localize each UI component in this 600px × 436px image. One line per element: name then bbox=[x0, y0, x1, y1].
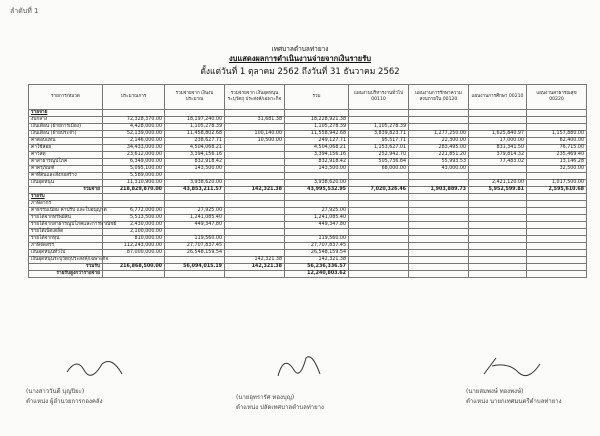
cell-value bbox=[285, 110, 349, 117]
cell-value bbox=[409, 264, 469, 271]
column-header: แผนงานสาธารณสุข 00220 bbox=[527, 85, 587, 110]
cell-value: 5,513,500.00 bbox=[103, 215, 165, 222]
cell-value: 112,243,000.00 bbox=[103, 243, 165, 250]
signature-block-mayor bbox=[466, 386, 562, 406]
cell-value: 1,241,085.40 bbox=[285, 215, 349, 222]
cell-value bbox=[527, 257, 587, 264]
cell-value: 22,300.00 bbox=[409, 138, 469, 145]
cell-value bbox=[349, 229, 409, 236]
cell-value: 238,627.71 bbox=[165, 138, 225, 145]
cell-value bbox=[225, 180, 285, 187]
cell-value: 68,000.00 bbox=[349, 166, 409, 173]
cell-value bbox=[103, 110, 165, 117]
signature-left-scribble bbox=[62, 352, 132, 382]
cell-value bbox=[285, 173, 349, 180]
row-label: รายได้จากสาธารณูปโภคและการพาณิชย์ bbox=[29, 222, 103, 229]
cell-value bbox=[225, 222, 285, 229]
cell-value bbox=[349, 208, 409, 215]
column-header: รวม bbox=[285, 85, 349, 110]
cell-value bbox=[225, 271, 285, 278]
cell-value: 2,595,610.68 bbox=[527, 187, 587, 194]
cell-value bbox=[527, 201, 587, 208]
row-label: เงินอุดหนุน bbox=[29, 180, 103, 187]
cell-value bbox=[409, 222, 469, 229]
table-row bbox=[29, 243, 587, 250]
table-row bbox=[29, 138, 587, 145]
row-label: งบกลาง bbox=[29, 117, 103, 124]
cell-value: 216,868,500.00 bbox=[103, 264, 165, 271]
row-label: เงินเดือน (ฝ่ายการเมือง) bbox=[29, 124, 103, 131]
signer-position: ตำแหน่ง นายกเทศมนตรีตำบลท่ายาง bbox=[466, 398, 562, 405]
cell-value: 449,347.80 bbox=[285, 222, 349, 229]
cell-value bbox=[469, 236, 527, 243]
cell-value bbox=[349, 215, 409, 222]
cell-value bbox=[103, 271, 165, 278]
table-row bbox=[29, 152, 587, 159]
cell-value bbox=[103, 257, 165, 264]
cell-value bbox=[527, 271, 587, 278]
cell-value bbox=[527, 124, 587, 131]
cell-value: 23,612,000.00 bbox=[103, 152, 165, 159]
cell-value: 2,100,000.00 bbox=[103, 229, 165, 236]
cell-value: 11,458,802.68 bbox=[165, 131, 225, 138]
cell-value bbox=[409, 110, 469, 117]
cell-value bbox=[527, 243, 587, 250]
cell-value bbox=[103, 201, 165, 208]
table-row bbox=[29, 166, 587, 173]
signer-name: (นายอุทรารัศ ทองบุญ) bbox=[236, 394, 295, 401]
row-label: ค่าธรรมเนียม ค่าปรับ และใบอนุญาต bbox=[29, 208, 103, 215]
cell-value: 2,146,000.00 bbox=[103, 138, 165, 145]
signature-middle-scribble bbox=[270, 350, 330, 384]
cell-value bbox=[527, 250, 587, 257]
cell-value bbox=[469, 229, 527, 236]
cell-value bbox=[225, 194, 285, 201]
cell-value: 18,228,921.38 bbox=[285, 117, 349, 124]
cell-value: 1,105,278.39 bbox=[285, 124, 349, 131]
table-row bbox=[29, 201, 587, 208]
financial-report-table bbox=[28, 84, 587, 278]
table-row bbox=[29, 173, 587, 180]
signature-block-finance bbox=[26, 386, 103, 406]
cell-value bbox=[225, 243, 285, 250]
row-label: เงินอุดหนุนระบุวัตถุประสงค์/เฉพาะกิจ bbox=[29, 257, 103, 264]
cell-value: 449,347.80 bbox=[165, 222, 225, 229]
table-row bbox=[29, 208, 587, 215]
cell-value: 1,903,889.73 bbox=[409, 187, 469, 194]
cell-value: 26,548,159.54 bbox=[165, 250, 225, 257]
cell-value: 1,105,278.39 bbox=[349, 124, 409, 131]
cell-value: 119,560.00 bbox=[285, 236, 349, 243]
cell-value bbox=[527, 222, 587, 229]
cell-value bbox=[225, 215, 285, 222]
column-header: รายการ/หมวด bbox=[29, 85, 103, 110]
cell-value: 235,469.40 bbox=[527, 152, 587, 159]
table-row bbox=[29, 215, 587, 222]
table-total-row bbox=[29, 264, 587, 271]
cell-value: 221,851.20 bbox=[409, 152, 469, 159]
cell-value: 4,504,068.21 bbox=[165, 145, 225, 152]
cell-value bbox=[469, 124, 527, 131]
cell-value: 62,400.00 bbox=[527, 138, 587, 145]
cell-value bbox=[469, 166, 527, 173]
cell-value bbox=[527, 194, 587, 201]
cell-value bbox=[409, 173, 469, 180]
cell-value bbox=[409, 229, 469, 236]
cell-value bbox=[469, 201, 527, 208]
cell-value: 43,995,532.95 bbox=[285, 187, 349, 194]
cell-value: 119,560.00 bbox=[165, 236, 225, 243]
cell-value bbox=[349, 257, 409, 264]
cell-value: 6,349,000.00 bbox=[103, 159, 165, 166]
cell-value: 142,321.38 bbox=[225, 264, 285, 271]
cell-value bbox=[165, 201, 225, 208]
cell-value bbox=[349, 250, 409, 257]
cell-value: 10,500.00 bbox=[225, 138, 285, 145]
cell-value bbox=[225, 201, 285, 208]
cell-value bbox=[469, 271, 527, 278]
signer-position: ตำแหน่ง ปลัดเทศบาลตำบลท่ายาง bbox=[236, 404, 324, 411]
cell-value: 56,236,336.57 bbox=[285, 264, 349, 271]
cell-value: 4,428,000.00 bbox=[103, 124, 165, 131]
cell-value bbox=[469, 208, 527, 215]
row-label: ค่าวัสดุ bbox=[29, 152, 103, 159]
cell-value: 3,394,156.16 bbox=[165, 152, 225, 159]
cell-value bbox=[165, 229, 225, 236]
column-header: รวมจ่ายจาก เงินอุดหนุนระบุวัตถุ ประสงค์/เฉพาะกิจ bbox=[225, 85, 285, 110]
cell-value: 5,589,000.00 bbox=[103, 173, 165, 180]
row-label: ค่าที่ดินและสิ่งก่อสร้าง bbox=[29, 173, 103, 180]
row-label: รายจ่าย bbox=[29, 110, 103, 117]
table-header-row bbox=[29, 85, 587, 110]
row-label: รวมจ่าย bbox=[29, 187, 103, 194]
cell-value bbox=[409, 215, 469, 222]
cell-value bbox=[103, 194, 165, 201]
cell-value bbox=[527, 208, 587, 215]
row-label: ภาษีจัดสรร bbox=[29, 243, 103, 250]
cell-value: 26,548,159.54 bbox=[285, 250, 349, 257]
cell-value bbox=[527, 229, 587, 236]
cell-value: 32,500.00 bbox=[527, 166, 587, 173]
cell-value: 832,918.42 bbox=[165, 159, 225, 166]
table-row bbox=[29, 145, 587, 152]
cell-value bbox=[165, 194, 225, 201]
cell-value: 218,829,870.00 bbox=[103, 187, 165, 194]
cell-value: 143,500.00 bbox=[285, 166, 349, 173]
cell-value bbox=[349, 222, 409, 229]
cell-value bbox=[469, 110, 527, 117]
cell-value: 1,277,250.00 bbox=[409, 131, 469, 138]
cell-value bbox=[527, 264, 587, 271]
cell-value: 100,140.00 bbox=[225, 131, 285, 138]
row-label: ค่าสาธารณูปโภค bbox=[29, 159, 103, 166]
cell-value: 1,153,627.01 bbox=[349, 145, 409, 152]
cell-value bbox=[527, 173, 587, 180]
cell-value bbox=[469, 243, 527, 250]
cell-value: 17,000.00 bbox=[469, 138, 527, 145]
table-total-row bbox=[29, 271, 587, 278]
organization-name: เทศบาลตำบลท่ายาง bbox=[271, 45, 329, 53]
cell-value: 43,853,211.57 bbox=[165, 187, 225, 194]
cell-value bbox=[165, 271, 225, 278]
cell-value: 11,310,900.00 bbox=[103, 180, 165, 187]
cell-value: 3,839,823.71 bbox=[349, 131, 409, 138]
cell-value: 5,952,599.81 bbox=[469, 187, 527, 194]
row-label: รายได้จากทรัพย์สิน bbox=[29, 215, 103, 222]
cell-value bbox=[409, 201, 469, 208]
cell-value: 142,321.38 bbox=[225, 187, 285, 194]
cell-value bbox=[349, 117, 409, 124]
table-row bbox=[29, 222, 587, 229]
cell-value bbox=[527, 215, 587, 222]
cell-value bbox=[349, 194, 409, 201]
cell-value: 27,707,837.45 bbox=[165, 243, 225, 250]
cell-value bbox=[409, 257, 469, 264]
cell-value: 52,139,000.00 bbox=[103, 131, 165, 138]
cell-value bbox=[527, 117, 587, 124]
column-header: แผนงานการรักษาความ สงบภายใน 00120 bbox=[409, 85, 469, 110]
cell-value: 6,772,000.00 bbox=[103, 208, 165, 215]
cell-value bbox=[469, 194, 527, 201]
cell-value bbox=[225, 124, 285, 131]
cell-value: 76,715.00 bbox=[527, 145, 587, 152]
cell-value: 27,925.00 bbox=[165, 208, 225, 215]
table-row bbox=[29, 229, 587, 236]
column-header: รวมจ่ายจาก เงินงบประมาณ bbox=[165, 85, 225, 110]
cell-value: 252,942.70 bbox=[349, 152, 409, 159]
cell-value bbox=[409, 208, 469, 215]
cell-value bbox=[409, 180, 469, 187]
cell-value bbox=[349, 110, 409, 117]
report-period: ตั้งแต่วันที่ 1 ตุลาคม 2562 ถึงวันที่ 31 ธันวาคม 2562 bbox=[200, 67, 400, 77]
cell-value: 72,328,370.00 bbox=[103, 117, 165, 124]
cell-value bbox=[469, 264, 527, 271]
cell-value bbox=[349, 201, 409, 208]
cell-value bbox=[225, 159, 285, 166]
table-row bbox=[29, 180, 587, 187]
table-section-row bbox=[29, 194, 587, 201]
cell-value: 505,736.84 bbox=[349, 159, 409, 166]
cell-value bbox=[349, 243, 409, 250]
row-label: ค่าครุภัณฑ์ bbox=[29, 166, 103, 173]
cell-value bbox=[469, 257, 527, 264]
row-label: รายได้เบ็ดเตล็ด bbox=[29, 229, 103, 236]
signature-right-scribble bbox=[478, 352, 548, 382]
cell-value: 7,020,326.46 bbox=[349, 187, 409, 194]
cell-value: 2,430,000.00 bbox=[103, 222, 165, 229]
cell-value bbox=[469, 215, 527, 222]
cell-value bbox=[225, 236, 285, 243]
report-title: งบแสดงผลการดำเนินงานจ่ายจากเงินรายรับ bbox=[229, 54, 371, 63]
cell-value: 77,483.02 bbox=[469, 159, 527, 166]
cell-value: 3,938,620.00 bbox=[285, 180, 349, 187]
cell-value: 5,095,100.00 bbox=[103, 166, 165, 173]
cell-value bbox=[165, 110, 225, 117]
cell-value bbox=[349, 271, 409, 278]
cell-value: 56,094,015.19 bbox=[165, 264, 225, 271]
cell-value: 18,197,240.00 bbox=[165, 117, 225, 124]
cell-value bbox=[285, 201, 349, 208]
row-label: รายได้จากทุน bbox=[29, 236, 103, 243]
cell-value: 2,421,120.00 bbox=[469, 180, 527, 187]
cell-value: 1,017,500.00 bbox=[527, 180, 587, 187]
cell-value: 43,000.00 bbox=[409, 166, 469, 173]
cell-value bbox=[527, 236, 587, 243]
cell-value: 1,105,278.39 bbox=[165, 124, 225, 131]
cell-value: 27,925.00 bbox=[285, 208, 349, 215]
cell-value: 810,000.00 bbox=[103, 236, 165, 243]
cell-value: 283,495.00 bbox=[409, 145, 469, 152]
cell-value: 55,993.53 bbox=[409, 159, 469, 166]
cell-value bbox=[225, 250, 285, 257]
cell-value bbox=[349, 180, 409, 187]
signer-name: (นายสมพงษ์ ทองพงษ์) bbox=[466, 388, 524, 395]
cell-value bbox=[165, 173, 225, 180]
cell-value: 832,918.42 bbox=[285, 159, 349, 166]
cell-value bbox=[349, 173, 409, 180]
cell-value bbox=[225, 208, 285, 215]
cell-value: 13,146.28 bbox=[527, 159, 587, 166]
cell-value bbox=[409, 194, 469, 201]
cell-value: 87,000,000.00 bbox=[103, 250, 165, 257]
signature-block-clerk bbox=[236, 392, 324, 412]
cell-value: 831,341.50 bbox=[469, 145, 527, 152]
cell-value bbox=[469, 222, 527, 229]
table-row bbox=[29, 159, 587, 166]
cell-value: 3,394,156.16 bbox=[285, 152, 349, 159]
column-header: ประมาณการ bbox=[103, 85, 165, 110]
row-label: รวมรับ bbox=[29, 264, 103, 271]
cell-value: 11,558,942.68 bbox=[285, 131, 349, 138]
signer-position: ตำแหน่ง ผู้อำนวยการกองคลัง bbox=[26, 398, 103, 405]
table-row bbox=[29, 117, 587, 124]
table-total-row bbox=[29, 187, 587, 194]
row-label: ภาษีอากร bbox=[29, 201, 103, 208]
cell-value bbox=[225, 110, 285, 117]
cell-value bbox=[165, 257, 225, 264]
cell-value: 142,321.38 bbox=[285, 257, 349, 264]
cell-value: 95,517.71 bbox=[349, 138, 409, 145]
cell-value bbox=[409, 117, 469, 124]
cell-value bbox=[349, 236, 409, 243]
cell-value bbox=[349, 264, 409, 271]
cell-value: 1,241,085.40 bbox=[165, 215, 225, 222]
cell-value bbox=[225, 145, 285, 152]
cell-value bbox=[285, 229, 349, 236]
page-number: ลำดับที่ 1 bbox=[10, 7, 39, 15]
cell-value bbox=[285, 194, 349, 201]
cell-value: 1,157,880.00 bbox=[527, 131, 587, 138]
cell-value: 1,625,840.97 bbox=[469, 131, 527, 138]
cell-value bbox=[225, 229, 285, 236]
row-label: รายรับ bbox=[29, 194, 103, 201]
cell-value bbox=[409, 271, 469, 278]
table-row bbox=[29, 124, 587, 131]
cell-value bbox=[409, 243, 469, 250]
table-row bbox=[29, 257, 587, 264]
cell-value: 31,681.38 bbox=[225, 117, 285, 124]
cell-value: 142,321.38 bbox=[225, 257, 285, 264]
row-label: ค่าตอบแทน bbox=[29, 138, 103, 145]
cell-value bbox=[409, 124, 469, 131]
cell-value: 27,707,837.45 bbox=[285, 243, 349, 250]
row-label: รายรับสูงกว่ารายจ่าย bbox=[29, 271, 103, 278]
cell-value: 4,504,068.21 bbox=[285, 145, 349, 152]
column-header: แผนงานบริหารงานทั่วไป 00110 bbox=[349, 85, 409, 110]
cell-value bbox=[527, 110, 587, 117]
cell-value bbox=[225, 152, 285, 159]
cell-value bbox=[469, 117, 527, 124]
cell-value bbox=[225, 166, 285, 173]
cell-value bbox=[409, 250, 469, 257]
cell-value bbox=[225, 173, 285, 180]
table-row bbox=[29, 236, 587, 243]
cell-value bbox=[409, 236, 469, 243]
cell-value: 3,938,620.00 bbox=[165, 180, 225, 187]
row-label: เงินเดือน (ฝ่ายประจำ) bbox=[29, 131, 103, 138]
table-row bbox=[29, 250, 587, 257]
row-label: เงินอุดหนุนทั่วไป bbox=[29, 250, 103, 257]
cell-value bbox=[469, 250, 527, 257]
cell-value: 379,814.32 bbox=[469, 152, 527, 159]
cell-value bbox=[469, 173, 527, 180]
signer-name: (นางสาววันดี บุญปิยะ) bbox=[26, 388, 85, 395]
cell-value: 12,240,803.62 bbox=[285, 271, 349, 278]
column-header: แผนงานการศึกษา 00210 bbox=[469, 85, 527, 110]
table-row bbox=[29, 131, 587, 138]
table-section-row bbox=[29, 110, 587, 117]
row-label: ค่าใช้สอย bbox=[29, 145, 103, 152]
cell-value: 143,500.00 bbox=[165, 166, 225, 173]
cell-value: 34,433,000.00 bbox=[103, 145, 165, 152]
cell-value: 249,127.71 bbox=[285, 138, 349, 145]
